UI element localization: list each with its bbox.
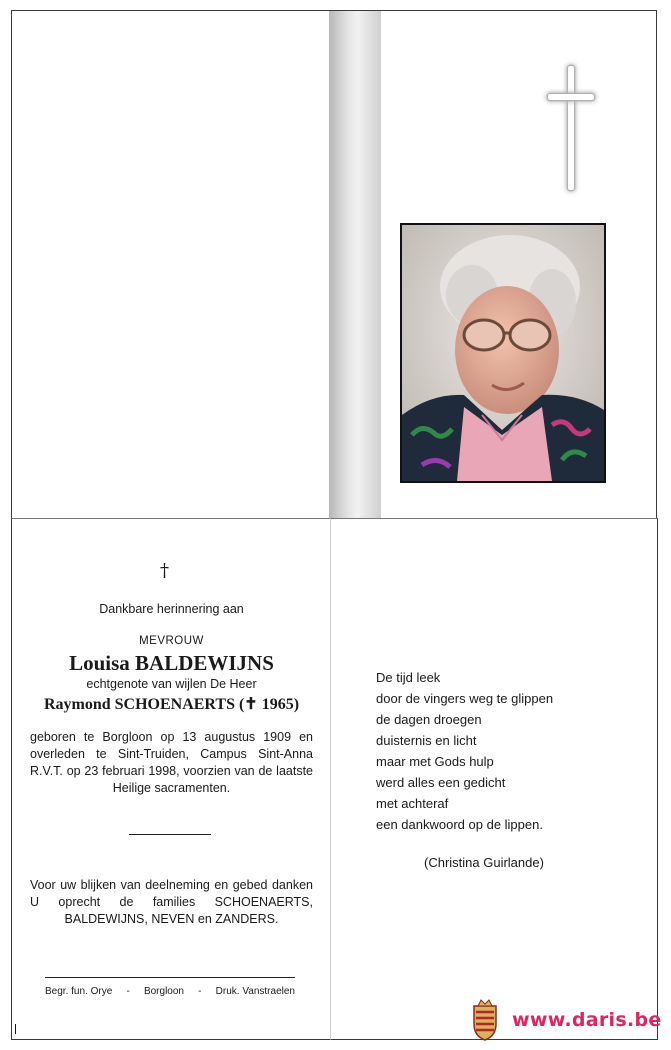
spouse-relation: echtgenote van wijlen De Heer	[86, 677, 257, 691]
footer-separator: -	[198, 986, 202, 997]
poem-line: werd alles een gedicht	[376, 775, 506, 790]
edge-mark	[15, 1024, 16, 1034]
poem-line: een dankwoord op de lippen.	[376, 817, 543, 832]
thanks-text: Voor uw blijken van deelneming en gebed danken U oprecht de families SCHOENAERTS, BALDEWIJNS, NEVEN en ZANDERS.	[30, 878, 313, 926]
poem-author: (Christina Guirlande)	[424, 855, 544, 870]
poem	[376, 667, 553, 835]
website-link[interactable]: www.daris.be	[512, 1009, 662, 1031]
portrait-photo	[400, 223, 606, 483]
poem-line: met achteraf	[376, 796, 449, 811]
footer-place: Borgloon	[143, 986, 184, 997]
crest-icon	[470, 998, 500, 1042]
poem-line: door de vingers weg te glippen	[376, 691, 554, 706]
footer-undertaker: Begr. fun. Orye	[45, 986, 113, 997]
glowing-cross-icon	[548, 62, 594, 192]
small-cross-icon: †	[160, 560, 169, 581]
poem-line: duisternis en licht	[376, 733, 477, 748]
card-outer-left-panel	[11, 10, 330, 520]
title-mevrouw: MEVROUW	[139, 635, 204, 647]
deceased-name: Louisa BALDEWIJNS	[69, 651, 274, 675]
footer-rule	[45, 977, 295, 978]
poem-line: De tijd leek	[376, 670, 441, 685]
spouse-name: Raymond SCHOENAERTS (✝ 1965)	[43, 696, 300, 713]
footer-printer: Druk. Vanstraelen	[215, 986, 295, 997]
footer-credits	[45, 986, 295, 997]
silver-fold-strip	[329, 10, 381, 520]
poem-line: maar met Gods hulp	[376, 754, 494, 769]
footer-separator: -	[126, 986, 130, 997]
poem-line: de dagen droegen	[376, 712, 482, 727]
intro-text: Dankbare herinnering aan	[99, 602, 244, 616]
divider-line	[129, 834, 211, 835]
life-details: geboren te Borgloon op 13 augustus 1909 en overleden te Sint-Truiden, Campus Sint-Anna R.V.T. op 23 februari 1998, voorzien van de laatste Heilige sacramenten.	[30, 730, 313, 795]
